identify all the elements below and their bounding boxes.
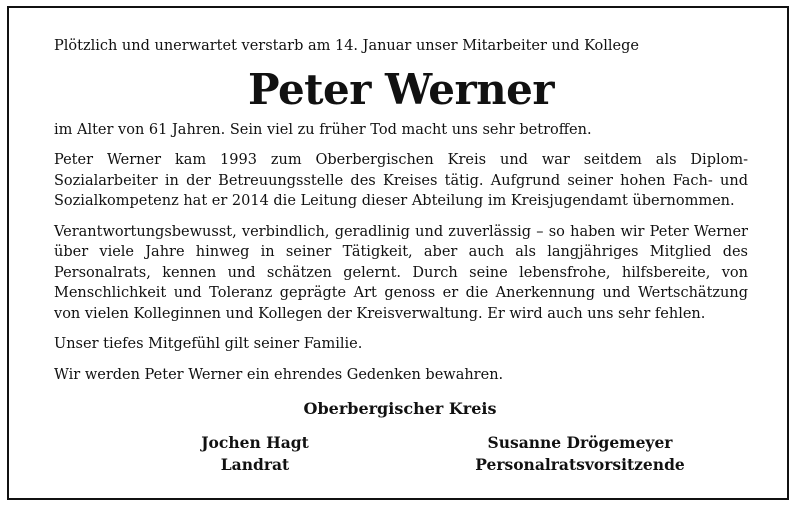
- signatory-right-name: Susanne Drögemeyer: [487, 433, 673, 452]
- age-line: im Alter von 61 Jahren. Sein viel zu früher Tod macht uns sehr betroffen.: [54, 122, 592, 138]
- obituary-body: [54, 36, 748, 395]
- organization-name: Oberbergischer Kreis: [303, 399, 497, 418]
- career-paragraph: Peter Werner kam 1993 zum Oberbergischen Kreis und war seitdem als Diplom-Sozialarbeiter in der Betreuungsstelle des Kreises tätig. Aufgrund seiner hohen Fach- und Sozialkompetenz hat er 2014 die Leitung dieser Abteilung im Kreisjugendamt übernommen.: [54, 152, 748, 209]
- intro-line: Plötzlich und unerwartet verstarb am 14. Januar unser Mitarbeiter und Kollege: [54, 38, 639, 54]
- condolence-line: Unser tiefes Mitgefühl gilt seiner Familie.: [54, 336, 363, 352]
- signatory-left-name: Jochen Hagt: [201, 433, 309, 452]
- deceased-name: Peter Werner: [247, 65, 555, 114]
- remembrance-line: Wir werden Peter Werner ein ehrendes Gedenken bewahren.: [54, 366, 504, 383]
- tribute-paragraph: Verantwortungsbewusst, verbindlich, geradlinig und zuverlässig – so haben wir Peter Werner über viele Jahre hinweg in seiner Tätigkeit, aber auch als langjähriges Mitglied des Personalrats, kennen und schätzen gelernt. Durch seine lebensfrohe, hilfsbereite, von Menschlichkeit und Toleranz geprägte Art genoss er die Anerkennung und Wertschätzung von vielen Kolleginnen und Kollegen der Kreisverwaltung. Er wird auch uns sehr fehlen.: [54, 223, 748, 322]
- signatory-right: [470, 432, 690, 476]
- signatory-left-title: Landrat: [220, 455, 290, 474]
- signatory-right-title: Personalratsvorsitzende: [475, 455, 685, 474]
- signatory-left: [150, 432, 360, 476]
